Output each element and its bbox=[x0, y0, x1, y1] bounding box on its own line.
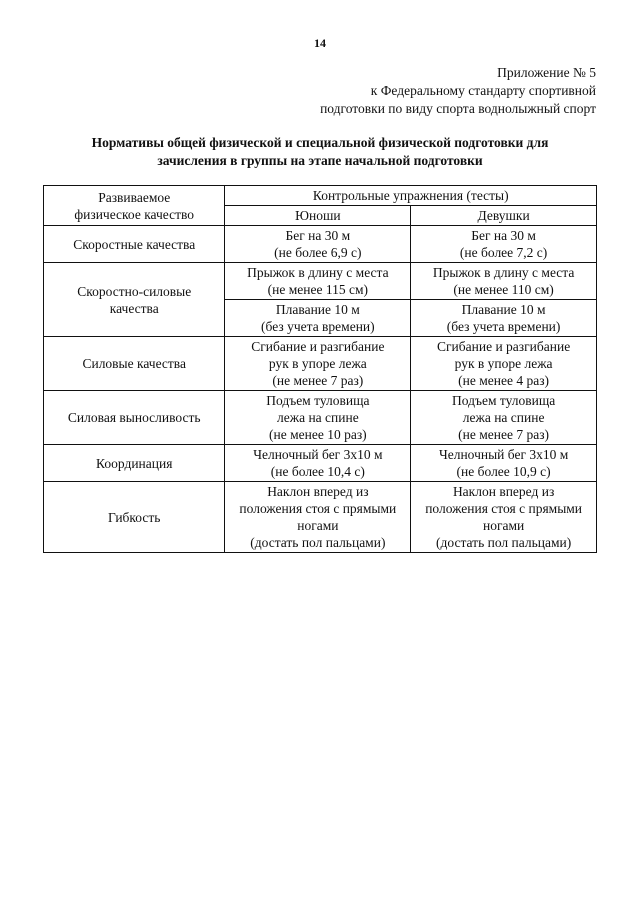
cell-line: качества bbox=[109, 300, 159, 316]
quality-cell bbox=[44, 391, 225, 445]
cell-line: рук в упоре лежа bbox=[454, 356, 553, 371]
cell-line: Гибкость bbox=[108, 509, 161, 525]
boys-cell bbox=[225, 482, 411, 553]
table-row bbox=[44, 482, 597, 553]
cell-line: Плавание 10 м bbox=[275, 302, 360, 317]
table-row bbox=[44, 263, 597, 300]
cell-line: (не более 6,9 с) bbox=[274, 245, 362, 260]
cell-line: рук в упоре лежа bbox=[268, 356, 367, 371]
cell-line: Наклон вперед из bbox=[267, 484, 369, 499]
cell-line: Подъем туловища bbox=[266, 393, 370, 408]
header-quality-label: Развиваемое bbox=[98, 189, 171, 205]
cell-line: Силовые качества bbox=[82, 356, 186, 371]
girls-cell bbox=[411, 337, 597, 391]
appendix-reference bbox=[320, 64, 596, 118]
appendix-line: к Федеральному стандарту спортивной bbox=[370, 83, 596, 98]
cell-line: Сгибание и разгибание bbox=[251, 339, 385, 354]
cell-line: Прыжок в длину с места bbox=[247, 265, 389, 280]
table-row bbox=[44, 391, 597, 445]
cell-line: положения стоя с прямыми bbox=[425, 501, 583, 516]
quality-cell bbox=[44, 445, 225, 482]
cell-line: Силовая выносливость bbox=[67, 410, 201, 425]
boys-cell bbox=[225, 263, 411, 300]
boys-cell bbox=[225, 445, 411, 482]
cell-line: Скоростные качества bbox=[73, 236, 196, 252]
girls-cell bbox=[411, 226, 597, 263]
cell-line: лежа на спине bbox=[277, 410, 359, 425]
quality-cell bbox=[44, 337, 225, 391]
cell-line: (достать пол пальцами) bbox=[250, 535, 386, 550]
appendix-line: Приложение № 5 bbox=[497, 65, 596, 80]
cell-line: (не более 7,2 с) bbox=[459, 245, 548, 260]
boys-cell bbox=[225, 337, 411, 391]
boys-cell bbox=[225, 226, 411, 263]
cell-line: (не менее 7 раз) bbox=[458, 427, 550, 442]
header-quality-label: физическое качество bbox=[74, 206, 195, 222]
header-tests-cell: Контрольные упражнения (тесты) bbox=[225, 186, 597, 206]
header-quality-cell bbox=[44, 186, 225, 226]
quality-cell bbox=[44, 263, 225, 337]
appendix-line: подготовки по виду спорта воднолыжный спорт bbox=[320, 101, 596, 116]
cell-line: лежа на спине bbox=[462, 410, 545, 425]
girls-cell bbox=[411, 263, 597, 300]
document-heading bbox=[40, 134, 600, 170]
page-number: 14 bbox=[314, 36, 326, 50]
cell-line: Наклон вперед из bbox=[452, 484, 555, 499]
girls-cell bbox=[411, 445, 597, 482]
cell-line: (достать пол пальцами) bbox=[436, 535, 572, 550]
heading-line: Нормативы общей физической и специальной физической подготовки для bbox=[91, 135, 549, 150]
cell-line: Сгибание и разгибание bbox=[437, 339, 571, 354]
cell-line: Скоростно-силовые bbox=[77, 283, 192, 299]
cell-line: Бег на 30 м bbox=[471, 228, 536, 243]
cell-line: (не менее 7 раз) bbox=[272, 373, 364, 388]
cell-line: ногами bbox=[297, 518, 339, 533]
table-header-row bbox=[44, 186, 597, 206]
header-boys-cell: Юноши bbox=[225, 206, 411, 226]
cell-line: (не более 10,9 с) bbox=[456, 464, 551, 479]
cell-line: Подъем туловища bbox=[452, 393, 556, 408]
table-row bbox=[44, 445, 597, 482]
cell-line: (не менее 10 раз) bbox=[269, 427, 367, 442]
cell-line: ногами bbox=[482, 518, 525, 533]
cell-line: (не менее 115 см) bbox=[267, 282, 369, 297]
girls-cell bbox=[411, 300, 597, 337]
heading-line: зачисления в группы на этапе начальной подготовки bbox=[157, 153, 483, 168]
cell-line: (не менее 110 см) bbox=[453, 282, 554, 297]
cell-line: Плавание 10 м bbox=[461, 302, 546, 317]
cell-line: Координация bbox=[96, 455, 173, 471]
cell-line: (без учета времени) bbox=[261, 319, 375, 334]
cell-line: Челночный бег 3х10 м bbox=[253, 447, 383, 462]
cell-line: (без учета времени) bbox=[446, 319, 561, 334]
cell-line: (не более 10,4 с) bbox=[270, 464, 365, 479]
girls-cell bbox=[411, 391, 597, 445]
table-row bbox=[44, 226, 597, 263]
cell-line: положения стоя с прямыми bbox=[239, 501, 397, 516]
cell-line: (не менее 4 раз) bbox=[458, 373, 550, 388]
cell-line: Челночный бег 3х10 м bbox=[438, 447, 569, 462]
quality-cell bbox=[44, 482, 225, 553]
cell-line: Бег на 30 м bbox=[285, 228, 351, 243]
boys-cell bbox=[225, 391, 411, 445]
girls-cell bbox=[411, 482, 597, 553]
quality-cell bbox=[44, 226, 225, 263]
cell-line: Прыжок в длину с места bbox=[432, 265, 575, 280]
table-row bbox=[44, 337, 597, 391]
boys-cell bbox=[225, 300, 411, 337]
standards-table bbox=[43, 185, 597, 553]
header-girls-cell: Девушки bbox=[411, 206, 597, 226]
